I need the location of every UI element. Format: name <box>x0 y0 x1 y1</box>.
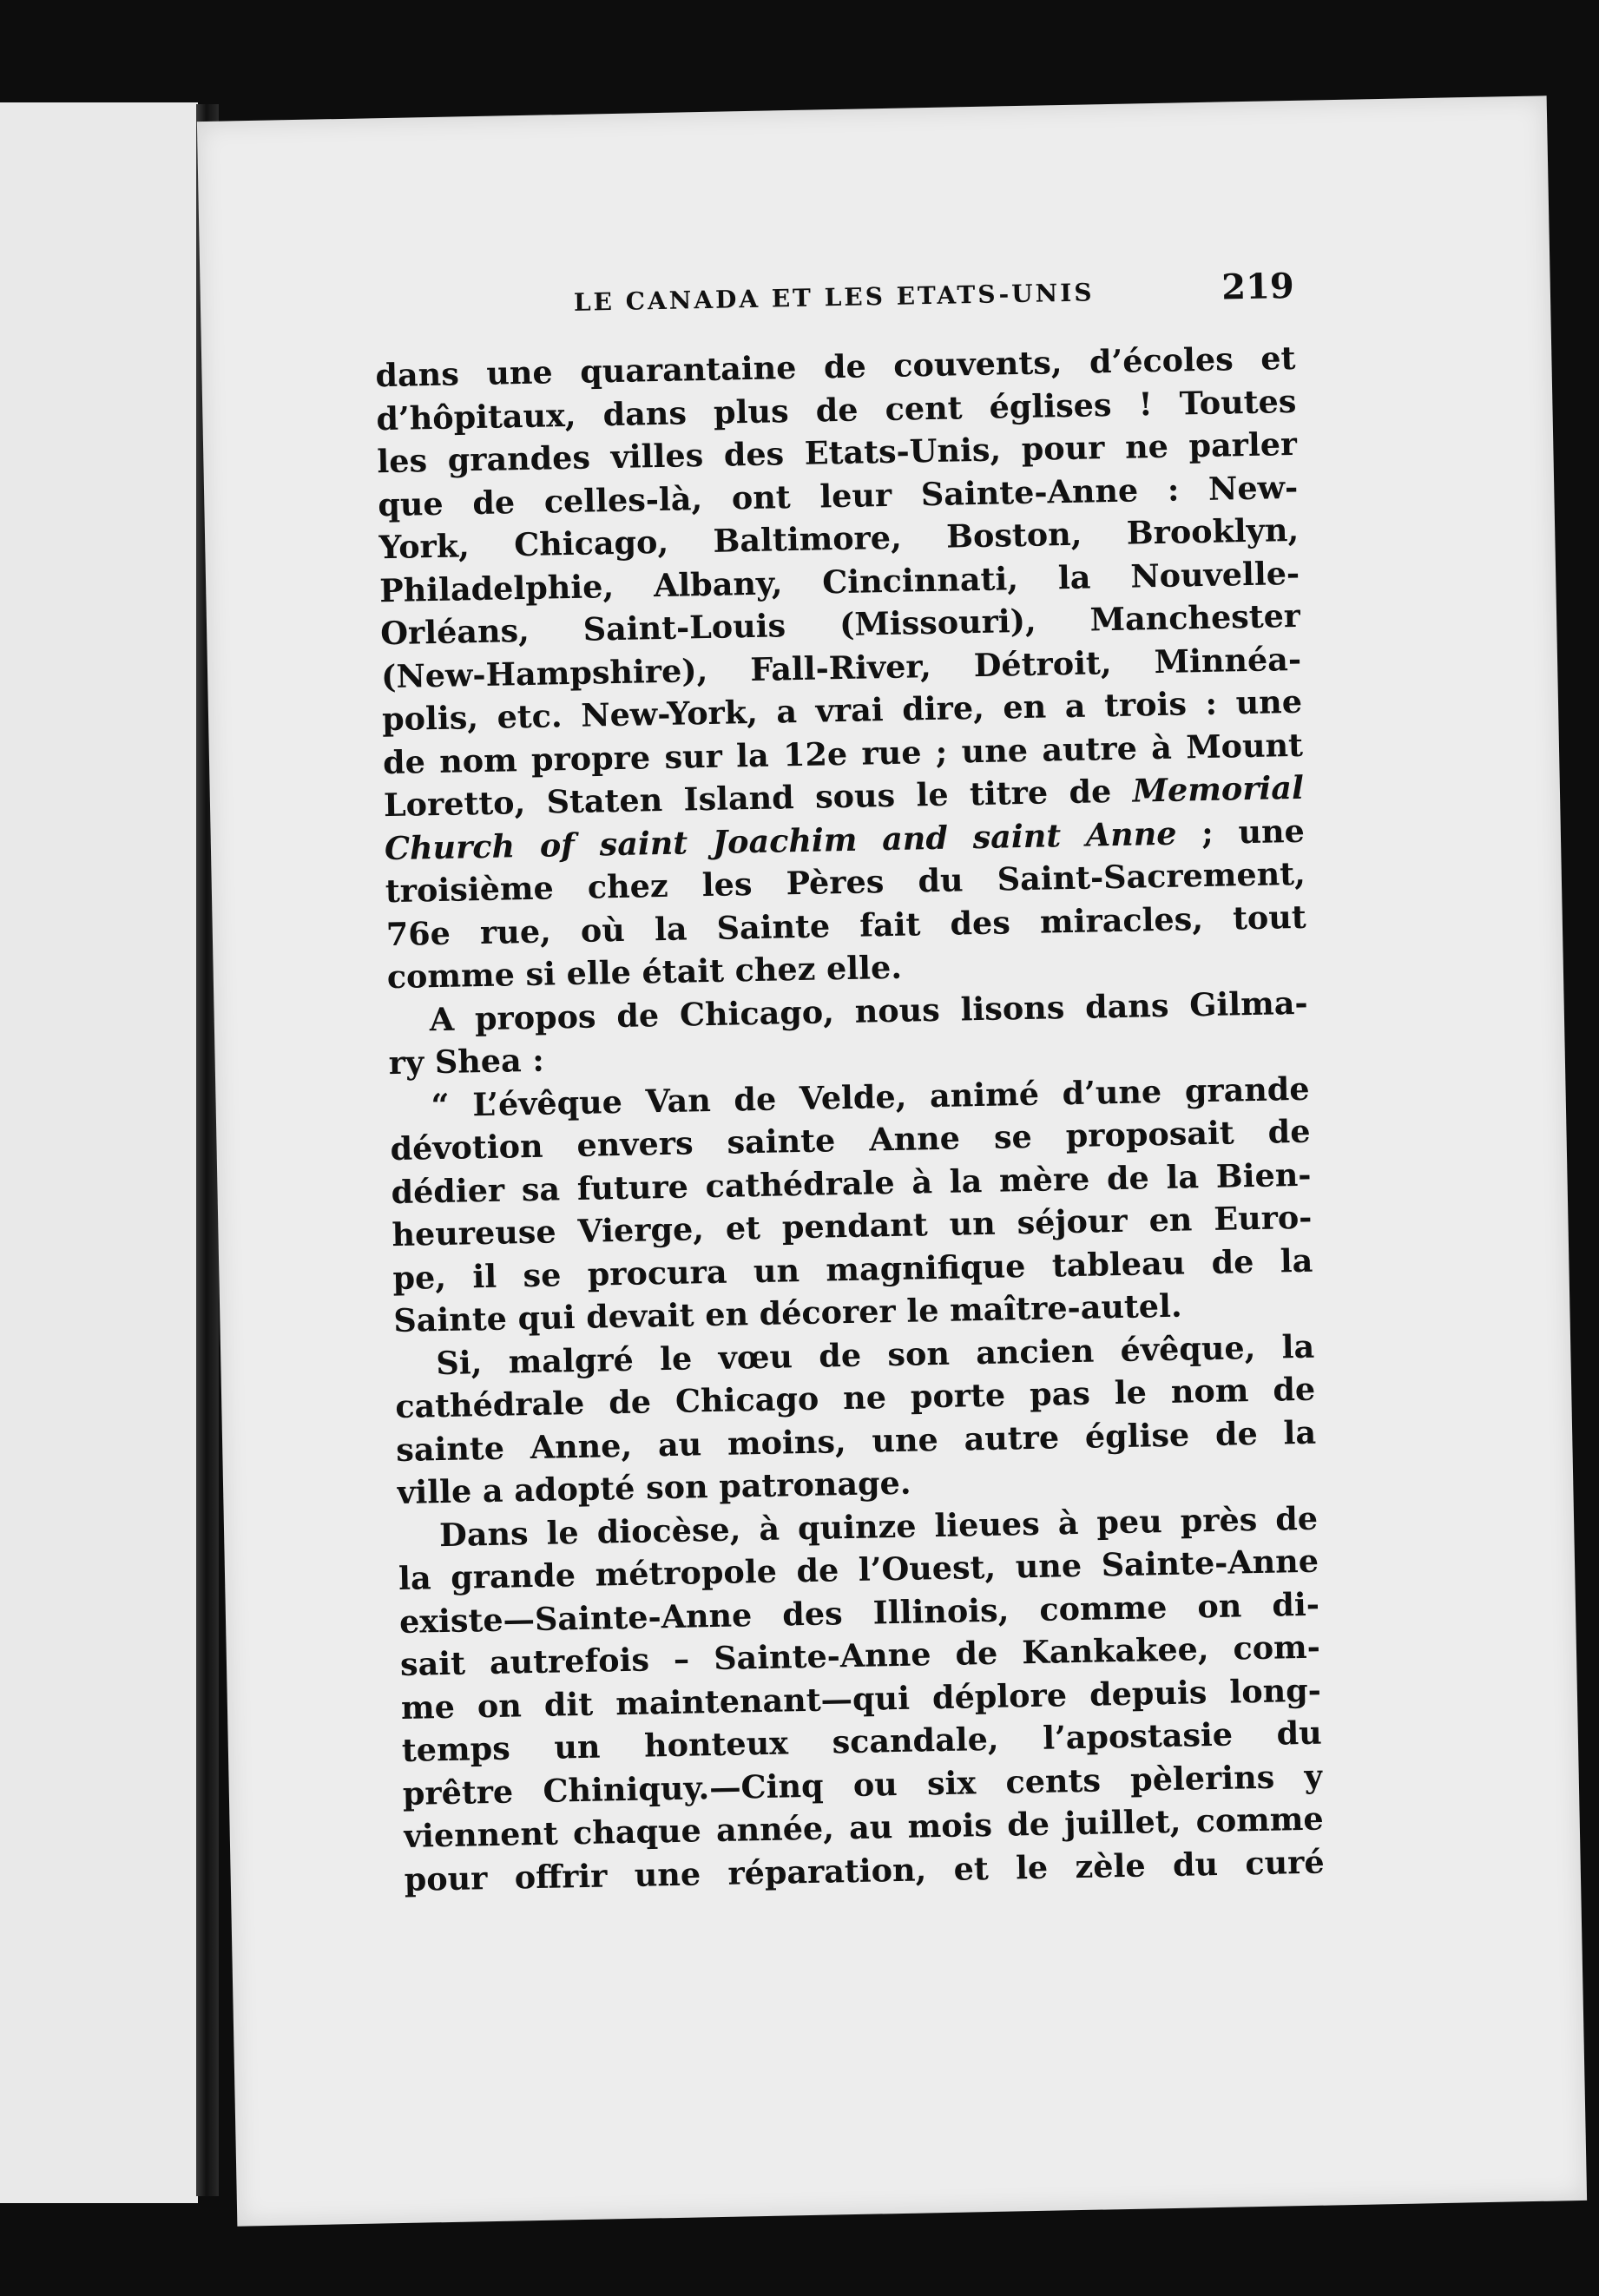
paragraph-1 <box>375 337 1307 999</box>
text-line: me on dit maintenant—qui déplore depuis long- <box>400 1671 1322 1727</box>
italic-title-segment: Church of saint Joachim and saint Anne <box>384 814 1177 867</box>
text-line: prêtre Chiniquy.—Cinq ou six cents pèlerins y <box>402 1757 1324 1812</box>
running-title: LE CANADA ET LES ETATS-UNIS <box>573 278 1095 317</box>
text-line: 76e rue, où la Sainte fait des miracles, tout <box>385 898 1307 953</box>
text-line: “ L’évêque Van de Velde, animé d’une grande <box>431 1069 1310 1124</box>
text-line: viennent chaque année, au mois de juillet, comme <box>403 1799 1325 1855</box>
page-number: 219 <box>1221 265 1295 308</box>
text-segment: Loretto, Staten Island sous le titre de <box>383 772 1134 825</box>
paragraph-4 <box>394 1325 1318 1514</box>
text-line: Philadelphie, Albany, Cincinnati, la Nouvelle- <box>378 554 1300 609</box>
running-head <box>373 266 1294 344</box>
book-page <box>197 95 1587 2226</box>
italic-title-segment: Memorial <box>1132 768 1305 810</box>
text-line: pour offrir une réparation, et le zèle du curé <box>404 1843 1325 1898</box>
text-line: ry Shea : <box>388 1041 545 1082</box>
text-line: ville a adopté son patronage. <box>396 1464 911 1512</box>
text-line: troisième chez les Pères du Saint-Sacrement, <box>385 854 1306 911</box>
text-line: (New-Hampshire), Fall-River, Détroit, Minnéa- <box>380 640 1302 695</box>
text-line: York, Chicago, Baltimore, Boston, Brooklyn, <box>378 510 1300 567</box>
text-line: Sainte qui devait en décorer le maître-autel. <box>393 1286 1182 1340</box>
text-line: comme si elle était chez elle. <box>386 948 903 997</box>
text-line: la grande métropole de l’Ouest, une Sainte-Anne <box>398 1542 1319 1597</box>
text-line: d’hôpitaux, dans plus de cent églises ! Toutes <box>376 382 1297 437</box>
text-line: existe—Sainte-Anne des Illinois, comme on di- <box>398 1585 1320 1641</box>
text-line: pe, il se procura un magnifique tableau de la <box>392 1241 1313 1297</box>
text-line: Dans le diocèse, à quinze lieues à peu près de <box>438 1499 1319 1554</box>
text-line: A propos de Chicago, nous lisons dans Gilma- <box>429 984 1308 1038</box>
text-segment: ; une <box>1176 812 1306 852</box>
text-line: sait autrefois – Sainte-Anne de Kankakee, com- <box>399 1628 1321 1683</box>
text-line: sainte Anne, au moins, une autre église de la <box>395 1413 1317 1469</box>
text-line: polis, etc. New-York, a vrai dire, en a trois : une <box>381 682 1303 739</box>
text-line: temps un honteux scandale, l’apostasie du <box>401 1714 1323 1769</box>
facing-page-edge <box>0 102 198 2203</box>
text-line: heureuse Vierge, et pendant un séjour en Euro- <box>392 1198 1313 1254</box>
paragraph-5 <box>398 1497 1325 1901</box>
text-line: Si, malgré le vœu de son ancien évêque, la <box>435 1327 1315 1382</box>
page-content <box>373 266 1325 1901</box>
text-line: que de celles-là, ont leur Sainte-Anne : New- <box>377 468 1299 523</box>
text-line: dédier sa future cathédrale à la mère de la Bien- <box>391 1155 1312 1211</box>
text-line: Orléans, Saint-Louis (Missouri), Manchester <box>379 596 1301 653</box>
paragraph-3-quote <box>389 1067 1314 1342</box>
text-body <box>375 337 1325 1901</box>
text-line: dévotion envers sainte Anne se proposait de <box>390 1112 1311 1168</box>
text-line: dans une quarantaine de couvents, d’écoles et <box>375 339 1296 395</box>
text-line: de nom propre sur la 12e rue ; une autre à Mount <box>382 726 1304 781</box>
text-line: les grandes villes des Etats-Unis, pour ne parler <box>377 424 1298 481</box>
text-line: cathédrale de Chicago ne porte pas le nom de <box>394 1370 1316 1426</box>
